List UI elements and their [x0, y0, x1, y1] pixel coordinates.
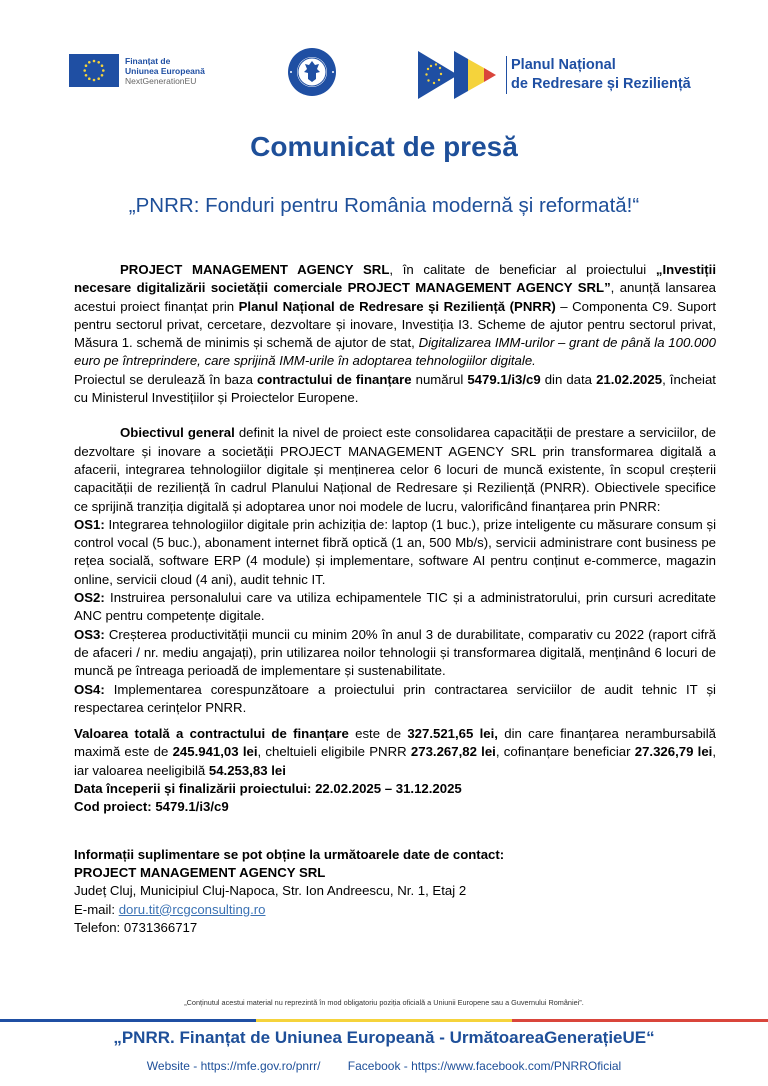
- specific-objective-3: OS3: Creșterea productivității muncii cu minim 20% în anul 3 de durabilitate, comparativ cu 2022 (raport cifră de afaceri / nr. mediu angajați), prin utilizarea noilor tehnologii și transformarea digitală, menținând 6 locuri de muncă pe întreaga perioadă de implementare și sustenabilitate.: [74, 626, 716, 679]
- measure-description: Digitalizarea IMM-urilor – grant de până la 100.000 euro pe întreprindere, care sprijină IMM-urile în adoptarea tehnologiilor digitale.: [74, 335, 716, 369]
- company-name: PROJECT MANAGEMENT AGENCY SRL: [120, 262, 390, 277]
- facebook-link[interactable]: Facebook - https://www.facebook.com/PNRROficial: [347, 1059, 622, 1073]
- eu-logo-line1: Finanțat de: [125, 55, 171, 66]
- pnrr-arrows-icon: [418, 49, 502, 101]
- total-value: 327.521,65 lei,: [407, 726, 498, 742]
- tricolor-stripe: [0, 1019, 768, 1022]
- contract-paragraph: Proiectul se derulează în baza contractului de finanțare numărul 5479.1/i3/c9 din data 21.02.2025, încheiat cu Ministerul Investițiilor și Proiectelor Europene.: [74, 371, 716, 406]
- grant-value: 245.941,03 lei: [172, 744, 258, 760]
- contact-address: Județ Cluj, Municipiul Cluj-Napoca, Str. Ion Andreescu, Nr. 1, Etaj 2: [74, 883, 467, 899]
- contract-number: 5479.1/i3/c9: [467, 371, 541, 387]
- email-link[interactable]: doru.tit@rcgconsulting.ro: [118, 901, 266, 917]
- contract-date: 21.02.2025: [596, 371, 663, 387]
- ineligible-value: 54.253,83 lei: [208, 762, 286, 778]
- footer-links: [0, 1059, 768, 1073]
- eu-flag-icon: [69, 54, 119, 87]
- project-code: Cod proiect: 5479.1/i3/c9: [74, 799, 229, 815]
- page-title: Comunicat de presă: [250, 131, 518, 162]
- contact-heading: Informații suplimentare se pot obține la următoarele date de contact:: [74, 846, 505, 862]
- eu-funding-logo: [69, 54, 205, 87]
- specific-objective-4: OS4: Implementarea corespunzătoare a proiectului prin contractarea serviciilor de audit tehnic IT și respectarea cerințelor PNRR.: [74, 681, 716, 715]
- page-subtitle: „PNRR: Fonduri pentru România modernă și reformată!“: [128, 194, 640, 217]
- specific-objective-2: OS2: Instruirea personalului care va utiliza echipamentele TIC și a administratorului, prin cursuri acreditate ANC pentru competențe digitale.: [74, 590, 716, 624]
- specific-objective-1: OS1: Integrarea tehnologiilor digitale prin achiziția de: laptop (1 buc.), prize inteligente cu măsurare consum și control vocal (5 buc.), abonament internet fibră optică (1 an, 500 Mb/s), servicii administrare cont business pe rețea socială, software ERP (4 module) și implementare, software AI pentru conținut e-commerce, magazin online, servicii cloud (4 ani), audit tehnic IT.: [74, 516, 716, 587]
- disclaimer: „Conținutul acestui material nu reprezintă în mod obligatoriu poziția oficială a Uniunii Europene sau a Guvernului României”.: [184, 998, 584, 1007]
- program-name: Planul Național de Redresare și Reziliență (PNRR): [238, 298, 556, 314]
- value-paragraph: Valoarea totală a contractului de finanțare este de 327.521,65 lei, din care finanțarea nerambursabilă maximă este de 245.941,03 lei, cheltuieli eligibile PNRR 273.267,82 lei, cofinanțare beneficiar 27.326,79 lei, iar valoarea neeligibilă 54.253,83 lei: [74, 726, 717, 778]
- contact-phone: Telefon: 0731366717: [74, 919, 198, 935]
- pnrr-logo-line1: Planul Național: [511, 57, 616, 73]
- project-dates: Data începerii și finalizării proiectului: 22.02.2025 – 31.12.2025: [74, 781, 462, 797]
- pnrr-logo-line2: de Redresare și Reziliență: [511, 76, 691, 92]
- project-name: „Investiții necesare digitalizării societății comerciale PROJECT MANAGEMENT AGENCY SRL”: [74, 262, 716, 296]
- eu-logo-line3: NextGenerationEU: [125, 75, 197, 86]
- footer-slogan: „PNRR. Finanțat de Uniunea Europeană - UrmătoareaGenerațieUE“: [113, 1028, 655, 1047]
- pnrr-logo: [418, 49, 691, 101]
- guvernul-romaniei-seal-icon: [287, 47, 337, 97]
- press-release-body: [74, 261, 716, 937]
- contact-email-line: E-mail: doru.tit@rcgconsulting.ro: [74, 901, 266, 917]
- cofinancing-value: 27.326,79 lei: [634, 744, 713, 760]
- contact-company: PROJECT MANAGEMENT AGENCY SRL: [74, 864, 326, 880]
- objective-paragraph: Obiectivul general definit la nivel de proiect este consolidarea capacității de prestare a serviciilor, de dezvoltare și inovare a societății PROJECT MANAGEMENT AGENCY SRL prin transformarea digitală a afacerii, integrarea tehnologiilor digitale și menținerea celor 6 locuri de muncă existente, în scopul creșterii capacității de reziliență în cadrul Planului Național de Redresare și Reziliență (PNRR). Obiectivele specifice ce sprijină tranziția digitală și adoptarea unor noi modele de lucru, valorificând finanțarea prin PNRR:: [74, 425, 716, 514]
- eu-logo-line2: Uniunea Europeană: [125, 65, 205, 76]
- intro-paragraph: PROJECT MANAGEMENT AGENCY SRL, în calitate de beneficiar al proiectului „Investiții necesare digitalizării societății comerciale PROJECT MANAGEMENT AGENCY SRL”, anunță lansarea acestui proiect finanțat prin Planul Național de Redresare și Reziliență (PNRR) – Componenta C9. Suport pentru sectorul privat, cercetare, dezvoltare și inovare, Investiția I3. Scheme de ajutor pentru sectorul privat, Măsura 1. schemă de minimis și schemă de ajutor de stat, Digitalizarea IMM-urilor – grant de până la 100.000 euro pe întreprindere, care sprijină IMM-urile în adoptarea tehnologiilor digitale.: [74, 262, 717, 369]
- eligible-value: 273.267,82 lei: [410, 744, 496, 760]
- header-logos: [0, 44, 768, 104]
- website-link[interactable]: Website - https://mfe.gov.ro/pnrr/: [146, 1059, 321, 1073]
